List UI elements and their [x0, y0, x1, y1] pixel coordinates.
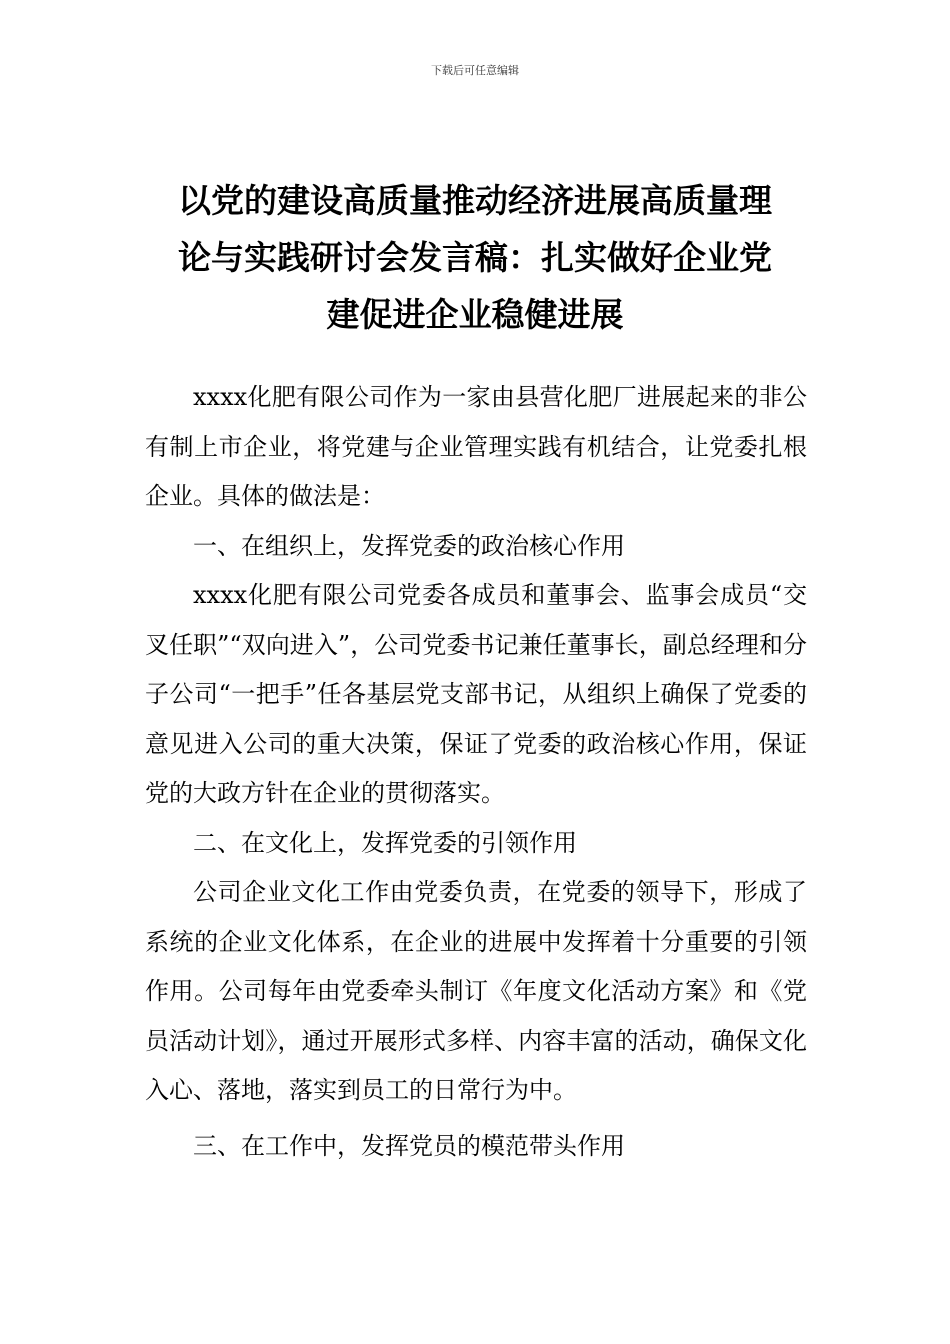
section-heading-2: 二、在文化上，发挥党委的引领作用 — [193, 828, 577, 857]
title-line-2: 论与实践研讨会发言稿：扎实做好企业党 — [178, 238, 772, 277]
section-paragraph-1: xxxx化肥有限公司党委各成员和董事会、监事会成员“交叉任职”“双向进入”，公司党委书记兼任董事长，副总经理和分子公司“一把手”任各基层党支部书记，从组织上确保了党委的意见进入公司的重大决策，保证了党委的政治核心作用，保证党的大政方针在企业的贯彻落实。 — [145, 581, 807, 807]
page-header-note: 下载后可任意编辑 — [431, 64, 519, 77]
section-heading-1: 一、在组织上，发挥党委的政治核心作用 — [193, 531, 625, 560]
document-title — [140, 172, 810, 343]
title-line-3: 建促进企业稳健进展 — [326, 295, 624, 334]
section-heading-3: 三、在工作中，发挥党员的模范带头作用 — [193, 1131, 625, 1160]
intro-paragraph: xxxx化肥有限公司作为一家由县营化肥厂进展起来的非公有制上市企业，将党建与企业管理实践有机结合，让党委扎根企业。具体的做法是： — [145, 383, 807, 510]
document-body — [145, 373, 807, 1171]
section-paragraph-2: 公司企业文化工作由党委负责，在党委的领导下，形成了系统的企业文化体系，在企业的进展中发挥着十分重要的引领作用。公司每年由党委牵头制订《年度文化活动方案》和《党员活动计划》，通过开展形式多样、内容丰富的活动，确保文化入心、落地，落实到员工的日常行为中。 — [145, 878, 807, 1104]
title-line-1: 以党的建设高质量推动经济进展高质量理 — [178, 181, 772, 220]
